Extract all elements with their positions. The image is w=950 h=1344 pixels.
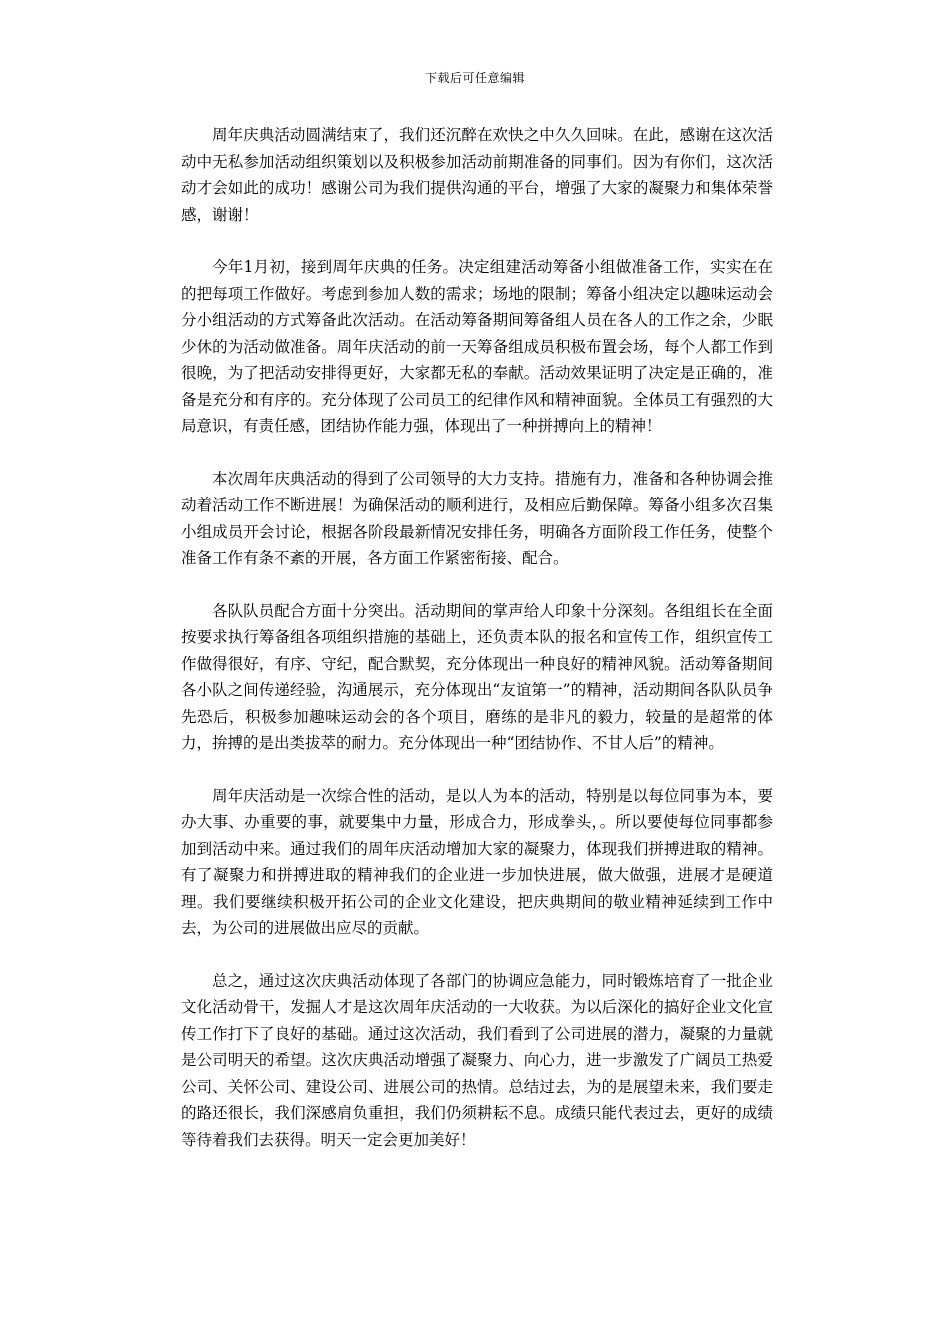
paragraph-5: 周年庆活动是一次综合性的活动，是以人为本的活动，特别是以每位同事为本，要办大事、办重要的事，就要集中力量，形成合力，形成拳头，。所以要使每位同事都参加到活动中来。通过我们的周年庆活动增加大家的凝聚力，体现我们拼搏进取的精神。有了凝聚力和拼搏进取的精神我们的企业进一步加快进展，做大做强，进展才是硬道理。我们要继续积极开拓公司的企业文化建设，把庆典期间的敬业精神延续到工作中去，为公司的进展做出应尽的贡献。 [181, 786, 773, 937]
document-body [181, 122, 773, 1179]
paragraph-4: 各队队员配合方面十分突出。活动期间的掌声给人印象十分深刻。各组组长在全面按要求执行筹备组各项组织措施的基础上，还负责本队的报名和宣传工作，组织宣传工作做得很好，有序、守纪，配合默契，充分体现出一种良好的精神风貌。活动筹备期间各小队之间传递经验，沟通展示，充分体现出“友谊第一”的精神，活动期间各队队员争先恐后，积极参加趣味运动会的各个项目，磨练的是非凡的毅力，较量的是超常的体力，拚搏的是出类拔萃的耐力。充分体现出一种“团结协作、不甘人后”的精神。 [181, 601, 773, 752]
page-header: 下载后可任意编辑 [424, 71, 525, 85]
paragraph-3: 本次周年庆典活动的得到了公司领导的大力支持。措施有力，准备和各种协调会推动着活动工作不断进展！为确保活动的顺利进行，及相应后勤保障。筹备小组多次召集小组成员开会讨论，根据各阶段最新情况安排任务，明确各方面阶段工作任务，使整个准备工作有条不紊的开展，各方面工作紧密衔接、配合。 [181, 469, 773, 567]
paragraph-6: 总之，通过这次庆典活动体现了各部门的协调应急能力，同时锻炼培育了一批企业文化活动骨干，发掘人才是这次周年庆活动的一大收获。为以后深化的搞好企业文化宣传工作打下了良好的基础。通过这次活动，我们看到了公司进展的潜力，凝聚的力量就是公司明天的希望。这次庆典活动增强了凝聚力、向心力，进一步激发了广阔员工热爱公司、关怀公司、建设公司、进展公司的热情。总结过去，为的是展望未来，我们要走的路还很长，我们深感肩负重担，我们仍须耕耘不息。成绩只能代表过去，更好的成绩等待着我们去获得。明天一定会更加美好！ [181, 971, 773, 1149]
paragraph-2: 今年1月初，接到周年庆典的任务。决定组建活动筹备小组做准备工作，实实在在的把每项工作做好。考虑到参加人数的需求；场地的限制；筹备小组决定以趣味运动会分小组活动的方式筹备此次活动。在活动筹备期间筹备组人员在各人的工作之余，少眠少休的为活动做准备。周年庆活动的前一天筹备组成员积极布置会场，每个人都工作到很晚，为了把活动安排得更好，大家都无私的奉献。活动效果证明了决定是正确的，准备是充分和有序的。充分体现了公司员工的纪律作风和精神面貌。全体员工有强烈的大局意识，有责任感，团结协作能力强，体现出了一种拼搏向上的精神！ [181, 258, 773, 435]
paragraph-1: 周年庆典活动圆满结束了，我们还沉醉在欢快之中久久回味。在此，感谢在这次活动中无私参加活动组织策划以及积极参加活动前期准备的同事们。因为有你们，这次活动才会如此的成功！感谢公司为我们提供沟通的平台，增强了大家的凝聚力和集体荣誉感，谢谢！ [181, 126, 773, 224]
